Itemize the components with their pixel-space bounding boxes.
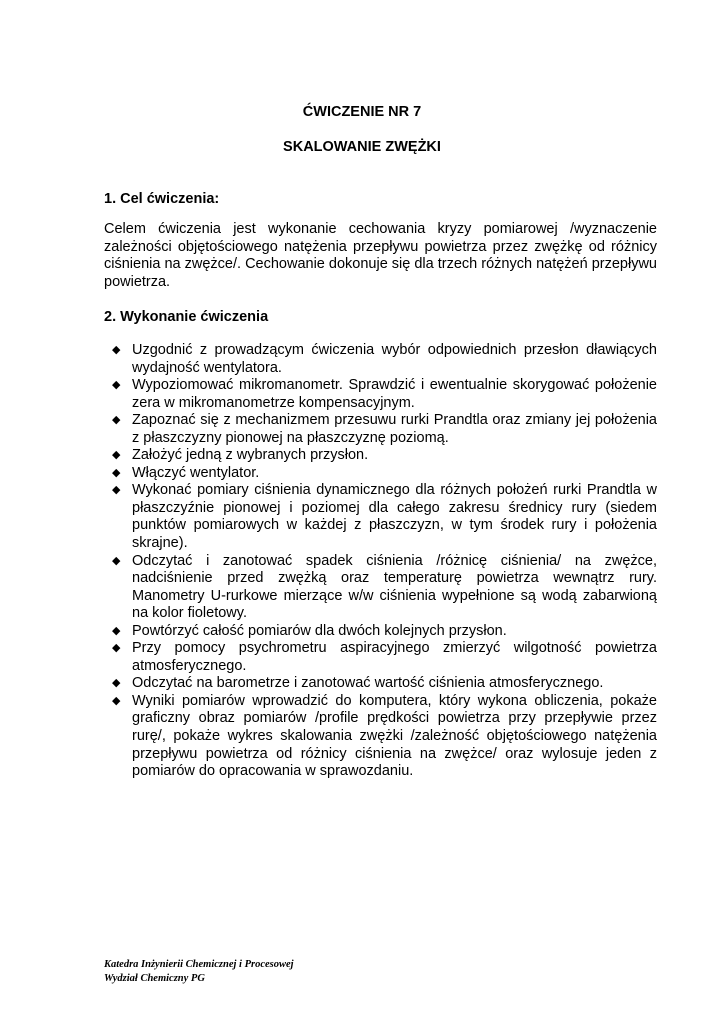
footer: [104, 958, 294, 986]
list-item: [104, 675, 657, 693]
diamond-bullet-icon: ◆: [112, 344, 121, 356]
document-title: ĆWICZENIE NR 7: [302, 104, 422, 120]
list-item-text: Powtórzyć całość pomiarów dla dwóch kolejnych przysłon.: [132, 622, 507, 639]
steps-list: [104, 342, 657, 781]
diamond-bullet-icon: ◆: [112, 624, 121, 637]
list-item: [104, 377, 657, 412]
diamond-bullet-icon: ◆: [112, 554, 121, 567]
list-item-text: Odczytać i zanotować spadek ciśnienia /różnicę ciśnienia/ na zwężce, nadciśnienie przed zwężką oraz temperaturę powietrza wewnątrz rury. Manometry U-rurkowe mierzące w/w ciśnienia wypełnione są wodą zabarwioną na kolor fioletowy.: [132, 552, 657, 622]
list-item: [104, 623, 657, 641]
diamond-bullet-icon: ◆: [112, 414, 121, 427]
list-item: [104, 640, 657, 675]
list-item: [104, 342, 657, 377]
section1-paragraph: Celem ćwiczenia jest wykonanie cechowania kryzy pomiarowej /wyznaczenie zależności objętościowego natężenia przepływu powietrza przez zwężkę od różnicy ciśnienia na zwężce/. Cechowanie dokonuje się dla trzech różnych natężeń przepływu powietrza.: [104, 221, 657, 290]
diamond-bullet-icon: ◆: [112, 642, 121, 655]
list-item: [104, 412, 657, 447]
list-item: [104, 553, 657, 623]
list-item-text: Przy pomocy psychrometru aspiracyjnego zmierzyć wilgotność powietrza atmosferycznego.: [132, 640, 657, 674]
list-item-text: Zapoznać się z mechanizmem przesuwu rurki Prandtla oraz zmiany jej położenia z płaszczyzny pionowej na płaszczyznę poziomą.: [132, 412, 657, 446]
list-item-text: Wyniki pomiarów wprowadzić do komputera, który wykona obliczenia, pokaże graficzny obraz pomiarów /profile prędkości powietrza przy przepływie przez rurę/, pokaże wykres skalowania zwężki /zależność objętościowego natężenia przepływu powietrza od różnicy ciśnienia na zwężce/ oraz wylosuje jeden z pomiarów do opracowania w sprawozdaniu.: [132, 692, 657, 780]
list-item-text: Założyć jedną z wybranych przysłon.: [132, 447, 369, 464]
footer-faculty: Wydział Chemiczny PG: [104, 973, 205, 984]
section2-heading: 2. Wykonanie ćwiczenia: [104, 309, 269, 325]
diamond-bullet-icon: ◆: [112, 677, 121, 690]
list-item-text: Włączyć wentylator.: [132, 464, 260, 481]
list-item: [104, 482, 657, 552]
list-item: [104, 693, 657, 781]
diamond-bullet-icon: ◆: [112, 694, 121, 707]
section1-heading: 1. Cel ćwiczenia:: [104, 191, 220, 207]
diamond-bullet-icon: ◆: [112, 379, 121, 392]
footer-department: Katedra Inżynierii Chemicznej i Procesowej: [104, 959, 294, 970]
list-item-text: Uzgodnić z prowadzącym ćwiczenia wybór odpowiednich przesłon dławiących wydajność wentylatora.: [132, 342, 657, 376]
list-item-text: Wypoziomować mikromanometr. Sprawdzić i ewentualnie skorygować położenie zera w mikromanometrze kompensacyjnym.: [132, 377, 657, 411]
diamond-bullet-icon: ◆: [112, 449, 121, 462]
list-item: [104, 447, 657, 465]
list-item: [104, 465, 657, 483]
diamond-bullet-icon: ◆: [112, 466, 121, 479]
diamond-bullet-icon: ◆: [112, 484, 121, 497]
list-item-text: Wykonać pomiary ciśnienia dynamicznego dla różnych położeń rurki Prandtla w płaszczyźnie pionowej i poziomej dla całego zakresu średnicy rury (siedem punktów pomiarowych w każdej z płaszczyzn, w tym środek rury i położenia skrajne).: [132, 482, 657, 552]
document-subtitle: SKALOWANIE ZWĘŻKI: [283, 139, 441, 155]
list-item-text: Odczytać na barometrze i zanotować wartość ciśnienia atmosferycznego.: [132, 675, 604, 692]
